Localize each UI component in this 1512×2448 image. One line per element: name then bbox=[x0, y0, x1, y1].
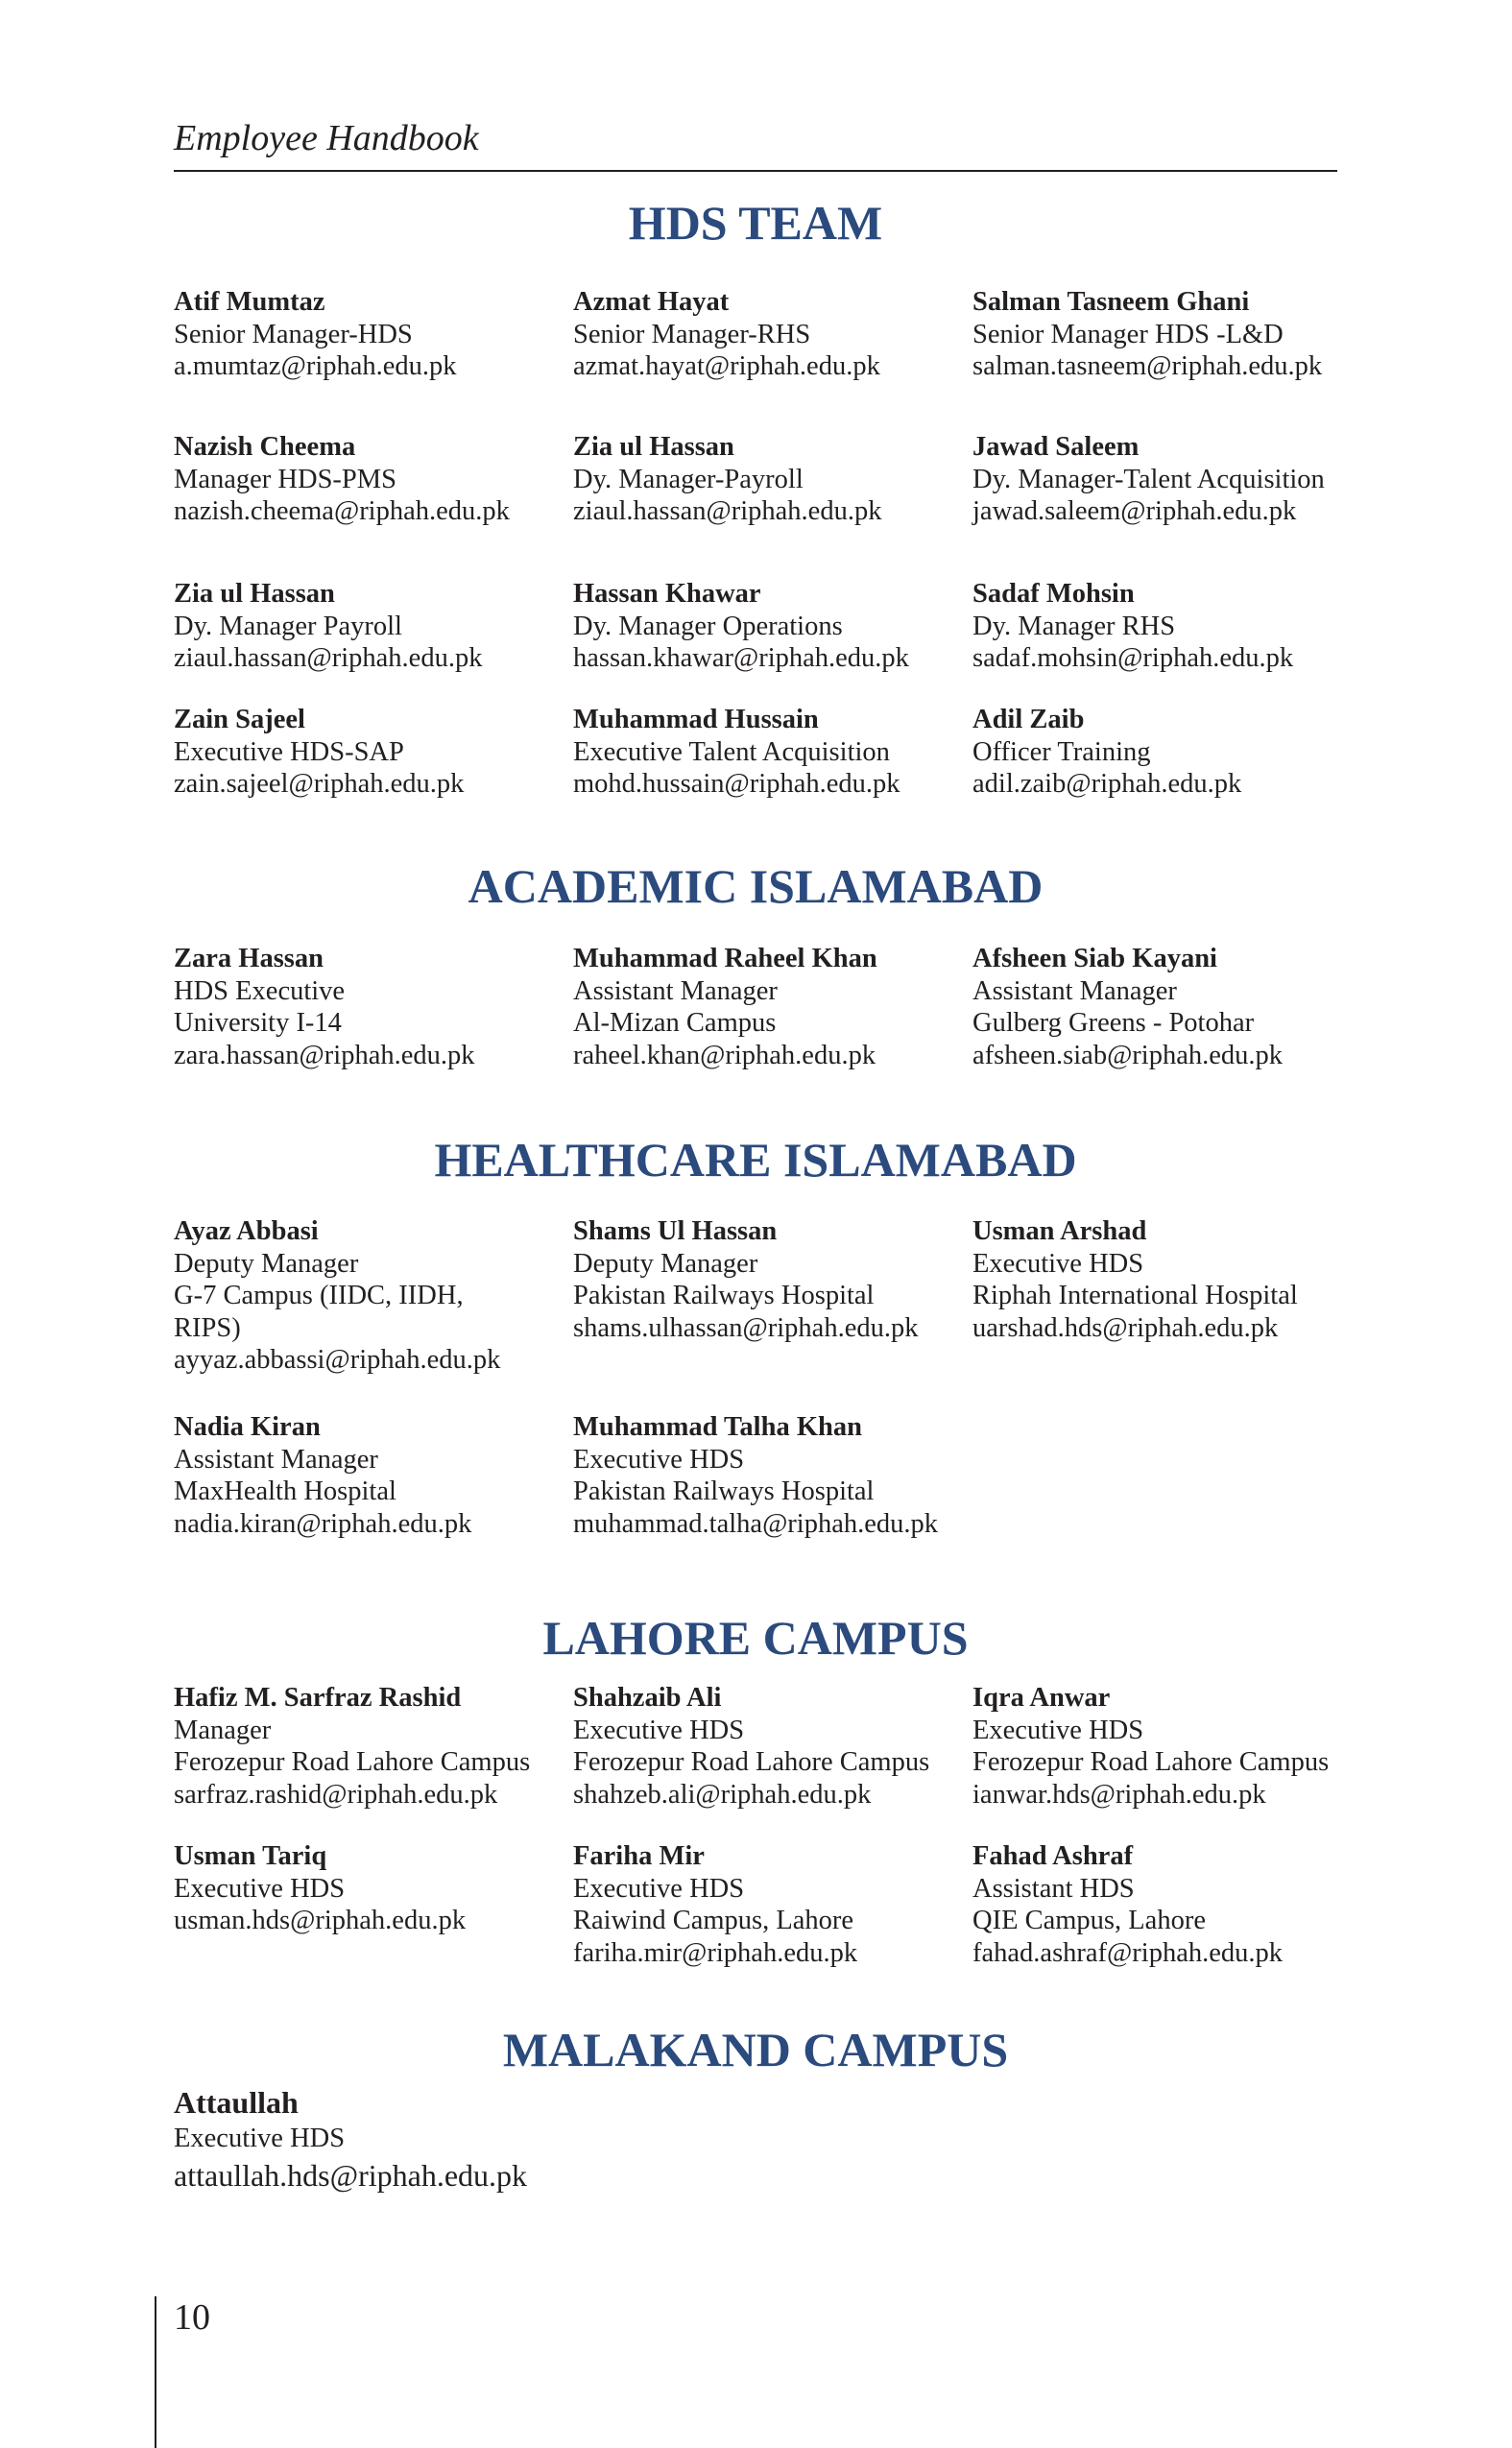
contact-title: Senior Manager-HDS bbox=[174, 319, 413, 349]
contact-title: Executive HDS-SAP bbox=[174, 736, 404, 767]
contact-email: muhammad.talha@riphah.edu.pk bbox=[573, 1508, 939, 1539]
contact-card bbox=[174, 943, 558, 1071]
contact-title: Assistant HDS bbox=[972, 1873, 1135, 1904]
contact-title: Dy. Manager-Payroll bbox=[573, 464, 804, 494]
contact-email: a.mumtaz@riphah.edu.pk bbox=[174, 351, 457, 381]
contact-card bbox=[972, 1215, 1356, 1344]
contact-title: Assistant Manager bbox=[174, 1444, 378, 1475]
contact-name: Jawad Saleem bbox=[972, 432, 1140, 462]
contact-card bbox=[972, 431, 1356, 528]
contact-title: Executive HDS bbox=[174, 2124, 346, 2153]
contact-location: MaxHealth Hospital bbox=[174, 1476, 396, 1506]
contact-name: Adil Zaib bbox=[972, 705, 1085, 734]
contact-card bbox=[174, 1840, 558, 1937]
contact-location: University I-14 bbox=[174, 1008, 342, 1038]
contact-title: Assistant Manager bbox=[573, 975, 778, 1006]
contact-title: Officer Training bbox=[972, 736, 1151, 767]
contact-email: ianwar.hds@riphah.edu.pk bbox=[972, 1779, 1266, 1810]
contact-card bbox=[573, 1411, 957, 1540]
contact-name: Salman Tasneem Ghani bbox=[972, 287, 1250, 317]
contact-email: shahzeb.ali@riphah.edu.pk bbox=[573, 1779, 872, 1810]
contact-card bbox=[573, 1840, 957, 1969]
contact-email: jawad.saleem@riphah.edu.pk bbox=[972, 496, 1297, 526]
contact-location: Pakistan Railways Hospital bbox=[573, 1281, 875, 1310]
contact-card bbox=[573, 578, 957, 675]
contact-title: Manager HDS-PMS bbox=[174, 464, 396, 494]
contact-title: Dy. Manager Payroll bbox=[174, 611, 402, 641]
contact-title: Senior Manager-RHS bbox=[573, 319, 811, 349]
contact-title: Executive HDS bbox=[174, 1873, 346, 1904]
contact-name: Iqra Anwar bbox=[972, 1683, 1111, 1713]
contact-email: adil.zaib@riphah.edu.pk bbox=[972, 769, 1242, 799]
contact-email: azmat.hayat@riphah.edu.pk bbox=[573, 351, 880, 381]
contact-title: Executive HDS bbox=[972, 1715, 1144, 1745]
contact-name: Zia ul Hassan bbox=[573, 432, 734, 462]
contact-email: fariha.mir@riphah.edu.pk bbox=[573, 1937, 858, 1968]
contact-title: Executive Talent Acquisition bbox=[573, 736, 890, 767]
footer-margin-rule bbox=[155, 2296, 156, 2448]
contact-card bbox=[573, 286, 957, 383]
contact-title: Dy. Manager Operations bbox=[573, 611, 843, 641]
contact-name: Muhammad Raheel Khan bbox=[573, 944, 877, 973]
contact-title: Executive HDS bbox=[573, 1715, 745, 1745]
contact-email: nadia.kiran@riphah.edu.pk bbox=[174, 1508, 472, 1539]
contact-email: fahad.ashraf@riphah.edu.pk bbox=[972, 1937, 1283, 1968]
section-title-hds-team: HDS TEAM bbox=[628, 196, 883, 250]
section-title-healthcare-islamabad: HEALTHCARE ISLAMABAD bbox=[434, 1133, 1077, 1187]
contact-location: Ferozepur Road Lahore Campus bbox=[573, 1747, 930, 1777]
contact-name: Usman Tariq bbox=[174, 1841, 327, 1871]
contact-title: Dy. Manager-Talent Acquisition bbox=[972, 464, 1325, 494]
contact-email: ayyaz.abbassi@riphah.edu.pk bbox=[174, 1345, 501, 1375]
contact-name: Afsheen Siab Kayani bbox=[972, 944, 1217, 973]
contact-name: Nadia Kiran bbox=[174, 1412, 321, 1442]
contact-email: shams.ulhassan@riphah.edu.pk bbox=[573, 1312, 919, 1343]
contact-email: uarshad.hds@riphah.edu.pk bbox=[972, 1312, 1279, 1343]
contact-title: HDS Executive bbox=[174, 975, 346, 1006]
contact-card bbox=[573, 704, 957, 801]
contact-title: Executive HDS bbox=[972, 1248, 1144, 1279]
contact-name: Zain Sajeel bbox=[174, 705, 305, 734]
contact-location: Riphah International Hospital bbox=[972, 1281, 1298, 1310]
contact-location: RIPS) bbox=[174, 1312, 241, 1343]
contact-title: Deputy Manager bbox=[573, 1248, 758, 1279]
contact-email: usman.hds@riphah.edu.pk bbox=[174, 1906, 467, 1935]
contact-card bbox=[573, 431, 957, 528]
contact-title: Executive HDS bbox=[573, 1444, 745, 1475]
contact-location: Ferozepur Road Lahore Campus bbox=[174, 1747, 531, 1777]
contact-card bbox=[972, 286, 1356, 383]
running-head: Employee Handbook bbox=[174, 118, 479, 158]
contact-card bbox=[972, 704, 1356, 801]
contact-card bbox=[972, 578, 1356, 675]
contact-name: Zara Hassan bbox=[174, 944, 324, 973]
contact-name: Shahzaib Ali bbox=[573, 1683, 722, 1713]
contact-location: Raiwind Campus, Lahore bbox=[573, 1906, 854, 1935]
section-title-academic-islamabad: ACADEMIC ISLAMABAD bbox=[468, 859, 1044, 913]
contact-name: Attaullah bbox=[174, 2085, 299, 2120]
contact-email: attaullah.hds@riphah.edu.pk bbox=[174, 2158, 528, 2193]
contact-title: Assistant Manager bbox=[972, 975, 1177, 1006]
section-title-malakand-campus: MALAKAND CAMPUS bbox=[502, 2023, 1009, 2076]
contact-name: Muhammad Hussain bbox=[573, 705, 819, 734]
contact-card bbox=[573, 1682, 957, 1811]
contact-card bbox=[174, 286, 558, 383]
contact-card bbox=[972, 1682, 1356, 1811]
contact-title: Senior Manager HDS -L&D bbox=[972, 319, 1284, 349]
contact-name: Ayaz Abbasi bbox=[174, 1216, 319, 1246]
contact-location: QIE Campus, Lahore bbox=[972, 1906, 1206, 1935]
contact-name: Azmat Hayat bbox=[573, 287, 730, 317]
contact-name: Fahad Ashraf bbox=[972, 1841, 1134, 1871]
header-rule bbox=[174, 170, 1337, 172]
contact-email: sarfraz.rashid@riphah.edu.pk bbox=[174, 1779, 498, 1810]
contact-name: Hassan Khawar bbox=[573, 579, 761, 609]
contact-name: Usman Arshad bbox=[972, 1216, 1147, 1246]
contact-title: Executive HDS bbox=[573, 1873, 745, 1904]
contact-card bbox=[174, 578, 558, 675]
contact-card bbox=[174, 1411, 558, 1540]
contact-name: Muhammad Talha Khan bbox=[573, 1412, 862, 1442]
page-number: 10 bbox=[174, 2297, 210, 2338]
contact-location: Al-Mizan Campus bbox=[573, 1008, 777, 1038]
contact-title: Dy. Manager RHS bbox=[972, 611, 1176, 641]
contact-location: Pakistan Railways Hospital bbox=[573, 1476, 875, 1506]
contact-name: Hafiz M. Sarfraz Rashid bbox=[174, 1683, 462, 1713]
contact-title: Deputy Manager bbox=[174, 1248, 359, 1279]
contact-card bbox=[174, 1682, 558, 1811]
contact-name: Sadaf Mohsin bbox=[972, 579, 1135, 609]
contact-name: Zia ul Hassan bbox=[174, 579, 335, 609]
contact-email: nazish.cheema@riphah.edu.pk bbox=[174, 496, 510, 526]
contact-card bbox=[174, 2083, 558, 2195]
section-title-lahore-campus: LAHORE CAMPUS bbox=[542, 1611, 969, 1665]
contact-card bbox=[972, 1840, 1356, 1969]
contact-email: mohd.hussain@riphah.edu.pk bbox=[573, 769, 900, 799]
contact-email: sadaf.mohsin@riphah.edu.pk bbox=[972, 643, 1294, 673]
contact-card bbox=[174, 1215, 558, 1377]
contact-card bbox=[972, 943, 1356, 1071]
contact-location: Ferozepur Road Lahore Campus bbox=[972, 1747, 1330, 1777]
contact-name: Nazish Cheema bbox=[174, 432, 356, 462]
contact-email: zara.hassan@riphah.edu.pk bbox=[174, 1040, 475, 1070]
contact-name: Atif Mumtaz bbox=[174, 287, 325, 317]
contact-email: salman.tasneem@riphah.edu.pk bbox=[972, 351, 1323, 381]
contact-email: zain.sajeel@riphah.edu.pk bbox=[174, 769, 465, 799]
contact-location: G-7 Campus (IIDC, IIDH, bbox=[174, 1281, 464, 1310]
contact-name: Shams Ul Hassan bbox=[573, 1216, 778, 1246]
contact-email: raheel.khan@riphah.edu.pk bbox=[573, 1040, 876, 1070]
contact-card bbox=[174, 704, 558, 801]
contact-title: Manager bbox=[174, 1715, 272, 1745]
contact-email: afsheen.siab@riphah.edu.pk bbox=[972, 1040, 1284, 1070]
contact-email: hassan.khawar@riphah.edu.pk bbox=[573, 643, 909, 673]
contact-name: Fariha Mir bbox=[573, 1841, 705, 1871]
contact-location: Gulberg Greens - Potohar bbox=[972, 1008, 1255, 1038]
contact-card bbox=[573, 1215, 957, 1344]
contact-email: ziaul.hassan@riphah.edu.pk bbox=[573, 496, 882, 526]
contact-email: ziaul.hassan@riphah.edu.pk bbox=[174, 643, 483, 673]
contact-card bbox=[573, 943, 957, 1071]
contact-card bbox=[174, 431, 558, 528]
